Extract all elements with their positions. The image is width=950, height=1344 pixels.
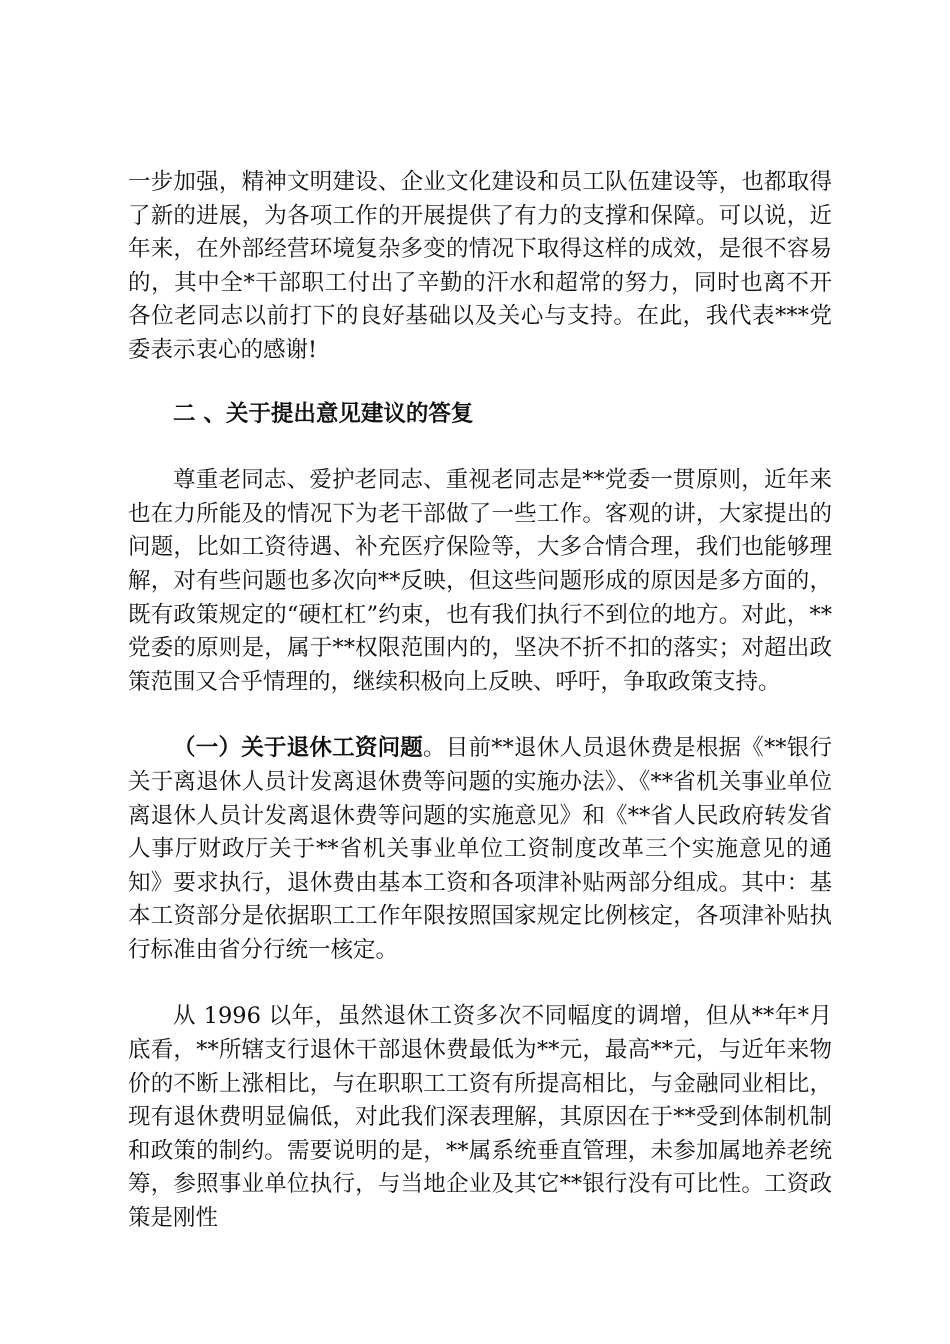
paragraph-retirement-salary — [128, 732, 832, 967]
subsection-heading: （一）关于退休工资问题 — [173, 735, 424, 762]
paragraph-since-1996: 从 1996 以年，虽然退休工资多次不同幅度的调增，但从**年*月底看，**所辖支行退休干部退休费最低为**元，最高**元，与近年来物价的不断上涨相比，与在职职工工资有所提高相比，与金融同业相比，现有退休费明显偏低，对此我们深表理解，其原因在于**受到体制机制和政策的制约。需要说明的是，**属系统垂直管理，未参加属地养老统筹，参照事业单位执行，与当地企业及其它**银行没有可比性。工资政策是刚性 — [128, 1003, 832, 1232]
document-body — [128, 166, 832, 1269]
paragraph-continuation: 一步加强，精神文明建设、企业文化建设和员工队伍建设等，也都取得了新的进展，为各项工作的开展提供了有力的支撑和保障。可以说，近年来，在外部经营环境复杂多变的情况下取得这样的成效，是很不容易的，其中全*干部职工付出了辛勤的汗水和超常的努力，同时也离不开各位老同志以前打下的良好基础以及关心与支持。在此，我代表***党委表示衷心的感谢! — [128, 169, 832, 363]
paragraph-respect-veterans: 尊重老同志、爱护老同志、重视老同志是**党委一贯原则，近年来也在力所能及的情况下为老干部做了一些工作。客观的讲，大家提出的问题，比如工资待遇、补充医疗保险等，大多合情合理，我们也能够理解，对有些问题也多次向**反映，但这些问题形成的原因是多方面的，既有政策规定的“硬杠杠”约束，也有我们执行不到位的地方。对此，**党委的原则是，属于**权限范围内的，坚决不折不扣的落实；对超出政策范围又合乎情理的，继续积极向上反映、呼吁，争取政策支持。 — [128, 467, 832, 695]
paragraph-retirement-salary-text: 。目前**退休人员退休费是根据《**银行关于离退休人员计发离退休费等问题的实施办法》、《**省机关事业单位离退休人员计发离退休费等问题的实施意见》和《**省人民政府转发省人事厅财政厅关于**省机关事业单位工资制度改革三个实施意见的通知》要求执行，退休费由基本工资和各项津补贴两部分组成。其中：基本工资部分是依据职工工作年限按照国家规定比例核定，各项津补贴执行标准由省分行统一核定。 — [128, 735, 832, 963]
section-heading: 二 、关于提出意见建议的答复 — [173, 400, 474, 427]
